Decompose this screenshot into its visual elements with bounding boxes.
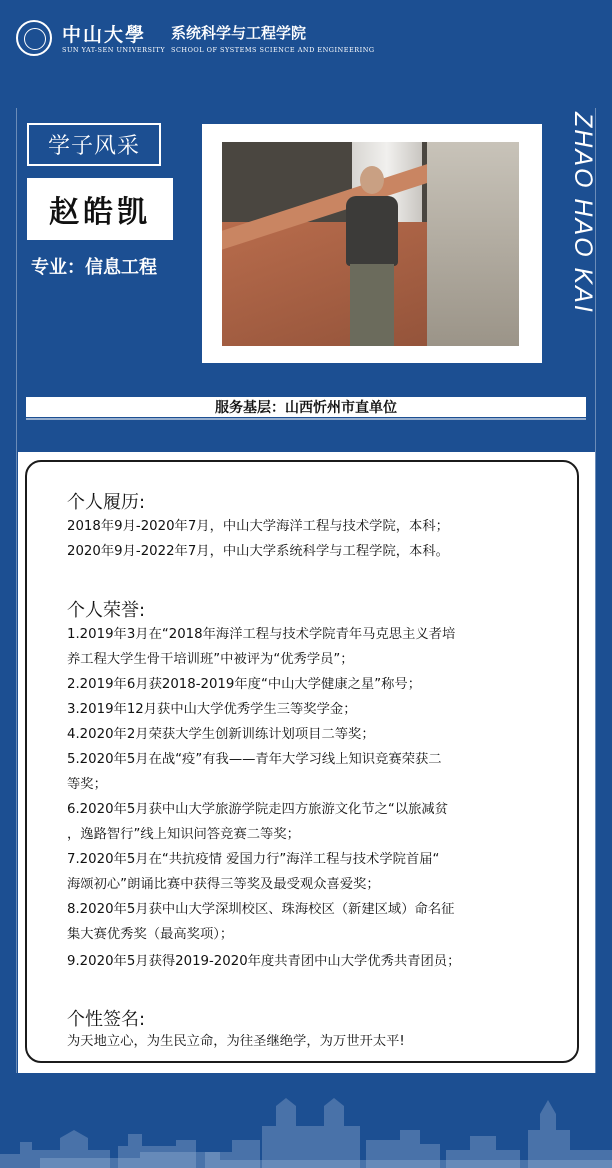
resume-title: 个人履历: <box>67 492 146 513</box>
header <box>16 18 416 58</box>
honor-line: 2.2019年6月获2018-2019年度“中山大学健康之星”称号； <box>67 677 421 692</box>
honor-line: 1.2019年3月在“2018年海洋工程与技术学院青年马克思主义者培 <box>67 627 456 642</box>
university-seal-icon <box>16 20 52 56</box>
honor-line: 3.2019年12月获中山大学优秀学生三等奖学金； <box>67 702 357 717</box>
university-name-en: SUN YAT-SEN UNIVERSITY <box>62 46 166 54</box>
honor-line: ，逸路智行”线上知识问答竞赛二等奖； <box>67 827 300 842</box>
motto-text: 为天地立心，为生民立命，为往圣继绝学，为万世开太平! <box>67 1034 405 1049</box>
motto-title: 个性签名: <box>67 1009 146 1030</box>
student-photo <box>222 142 519 346</box>
honors-title: 个人荣誉: <box>67 600 146 621</box>
service-location: 服务基层：山西忻州市直单位 <box>26 397 586 417</box>
honor-line: 9.2020年5月获得2019-2020年度共青团中山大学优秀共青团员； <box>67 954 461 969</box>
student-name: 赵皓凯 <box>27 178 173 240</box>
honor-line: 8.2020年5月获中山大学深圳校区、珠海校区（新建区域）命名征 <box>67 902 455 917</box>
honor-line: 6.2020年5月获中山大学旅游学院走四方旅游文化节之“以旅减贫 <box>67 802 448 817</box>
university-name-cn: 中山大學 <box>62 24 147 46</box>
honor-line: 7.2020年5月在“共抗疫情 爱国力行”海洋工程与技术学院首届“ <box>67 852 440 867</box>
honor-line: 5.2020年5月在战“疫”有我——青年大学习线上知识竞赛荣获二 <box>67 752 442 767</box>
school-name-cn: 系统科学与工程学院 <box>171 24 307 42</box>
service-divider <box>26 418 586 420</box>
school-name-en: SCHOOL OF SYSTEMS SCIENCE AND ENGINEERING <box>171 46 375 54</box>
resume-item: 2018年9月-2020年7月，中山大学海洋工程与技术学院，本科； <box>67 519 449 534</box>
student-name-pinyin: ZHAO HAO KAI <box>569 112 597 314</box>
honor-line: 等奖； <box>67 777 107 792</box>
honor-line: 养工程大学生骨干培训班”中被评为“优秀学员”； <box>67 652 354 667</box>
campus-skyline-illustration <box>0 1080 612 1168</box>
resume-item: 2020年9月-2022年7月，中山大学系统科学与工程学院，本科。 <box>67 544 449 559</box>
student-major: 专业：信息工程 <box>31 257 157 278</box>
section-tag: 学子风采 <box>27 123 161 166</box>
honor-line: 4.2020年2月荣获大学生创新训练计划项目二等奖； <box>67 727 375 742</box>
honor-line: 集大赛优秀奖（最高奖项）； <box>67 927 234 942</box>
honor-line: 海颂初心”朗诵比赛中获得三等奖及最受观众喜爱奖； <box>67 877 380 892</box>
